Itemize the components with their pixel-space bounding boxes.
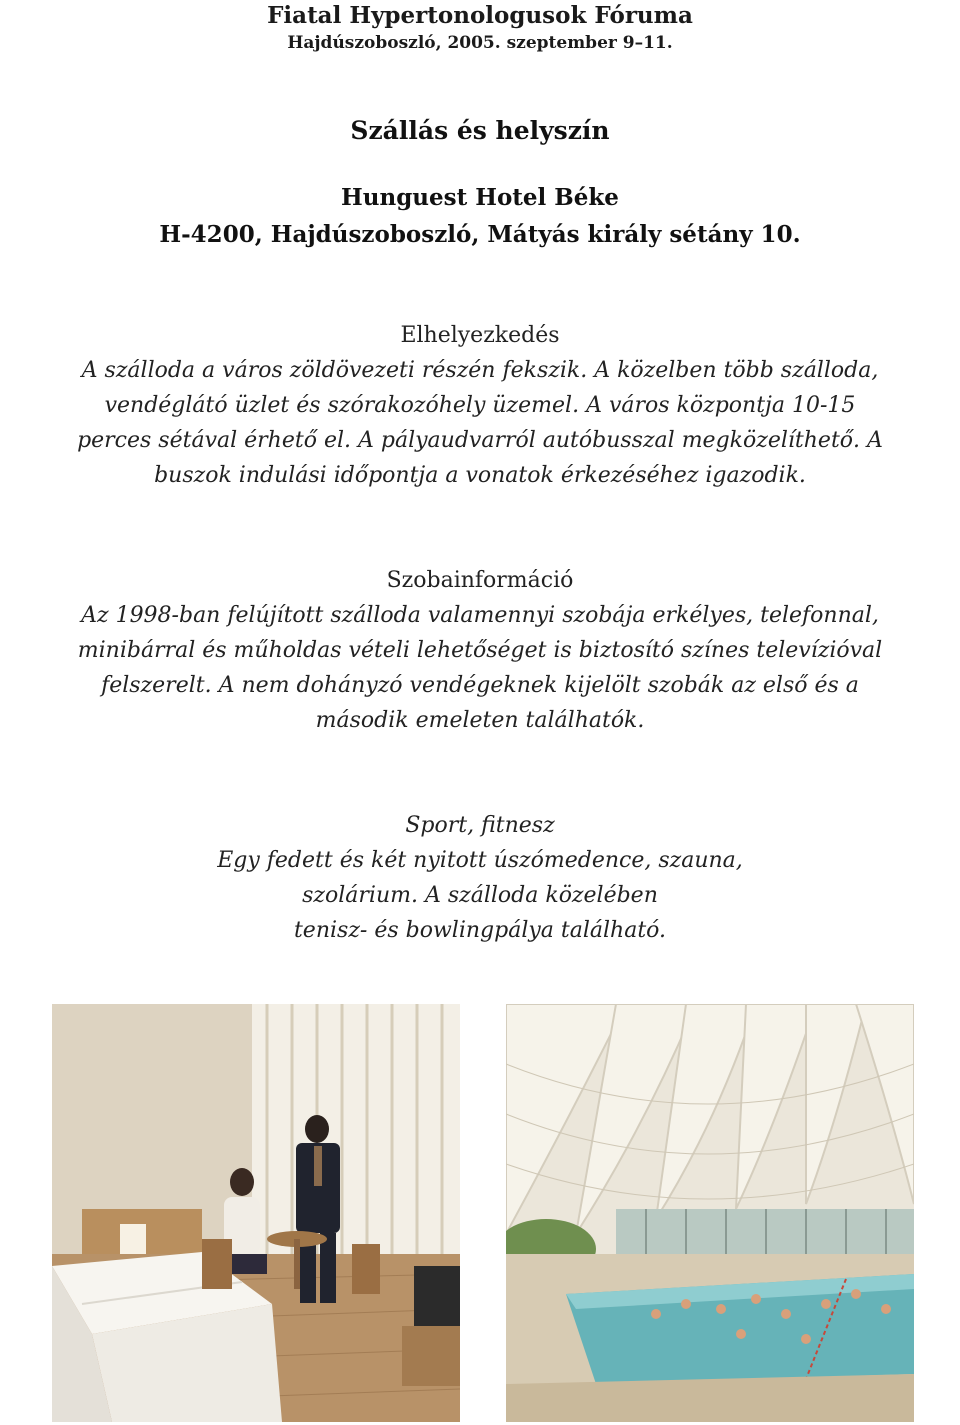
- location-heading: Elhelyezkedés: [400, 323, 560, 348]
- indoor-pool-photo: [506, 1004, 914, 1422]
- location-line: buszok indulási időpontja a vonatok érkezéséhez igazodik.: [154, 463, 806, 488]
- location-section: [40, 318, 920, 493]
- sport-line: tenisz- és bowlingpálya található.: [293, 918, 667, 943]
- rooms-heading: Szobainformáció: [386, 568, 574, 593]
- location-line: vendéglátó üzlet és szórakozóhely üzemel. A város központja 10-15: [104, 393, 856, 418]
- section-title: Szállás és helyszín: [350, 116, 610, 145]
- hotel-address: H-4200, Hajdúszoboszló, Mátyás király sétány 10.: [159, 221, 801, 248]
- header-subtitle: Hajdúszoboszló, 2005. szeptember 9–11.: [287, 33, 673, 53]
- rooms-line: Az 1998-ban felújított szálloda valamennyi szobája erkélyes, telefonnal,: [81, 603, 879, 628]
- sport-section: [40, 808, 920, 948]
- hotel-name: Hunguest Hotel Béke: [341, 184, 619, 211]
- location-line: A szálloda a város zöldövezeti részén fekszik. A közelben több szálloda,: [81, 358, 879, 383]
- location-line: perces sétával érhető el. A pályaudvarról autóbusszal megközelíthető. A: [77, 428, 883, 453]
- header-title: Fiatal Hypertonologusok Fóruma: [267, 2, 693, 29]
- hotel-room-photo: [52, 1004, 460, 1422]
- rooms-line: felszerelt. A nem dohányzó vendégeknek kijelölt szobák az első és a: [101, 673, 859, 698]
- rooms-section: [40, 563, 920, 738]
- rooms-line: második emeleten találhatók.: [315, 708, 645, 733]
- rooms-line: minibárral és műholdas vételi lehetőséget is biztosító színes televízióval: [77, 638, 883, 663]
- sport-line: szolárium. A szálloda közelében: [302, 883, 658, 908]
- sport-line: Egy fedett és két nyitott úszómedence, szauna,: [217, 848, 743, 873]
- sport-heading: Sport, fitnesz: [405, 813, 555, 838]
